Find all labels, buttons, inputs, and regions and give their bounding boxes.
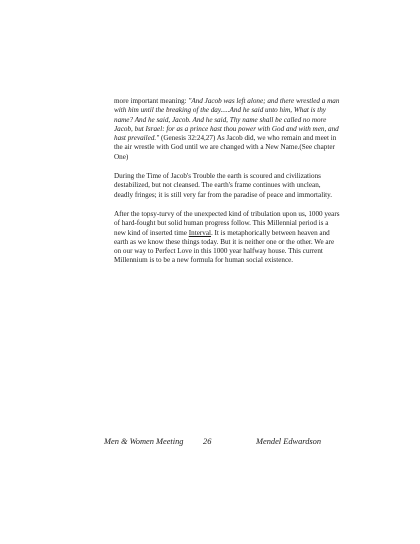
paragraph-lead: more important meaning:: [114, 97, 189, 105]
footer-page-number: 26: [203, 437, 212, 446]
footer-author: Mendel Edwardson: [256, 437, 322, 446]
body-text: [114, 97, 340, 276]
footer-book-title: Men & Women Meeting: [104, 437, 184, 446]
interval-term: Interval: [188, 228, 211, 237]
paragraph-genesis-quote: [114, 97, 340, 162]
paragraph-tail: (Genesis 32:24,27) As Jacob did, we who remain and meet in the air wrestle with God until we are changed with a New Name.(See chapter One): [114, 134, 337, 161]
paragraph-millennium: [114, 210, 340, 266]
paragraph-time-of-trouble: During the Time of Jacob's Trouble the earth is scoured and civilizations destabilized, but not cleansed. The earth's frame continues with unclean, deadly fringes; it is still very far from the paradise of peace and immortality.: [114, 172, 333, 199]
millennium-before: After the topsy-turvy of the unexpected kind of tribulation upon us, 1000 years of hard-fought but solid human progress follow. This Millennial period is a new kind of inserted time: [114, 209, 340, 237]
millennium-after: . It is metaphorically between heaven and earth as we know these things today. But it is neither one or the other. We are on our way to Perfect Love in this 1000 year halfway house. This current Millennium is to be a new formula for human social existence.: [114, 228, 335, 265]
genesis-quote: "And Jacob was left alone; and there wrestled a man with him until the breaking of the day.....And he said unto him, What is thy name? And he said, Jacob. And he said, Thy name shall be called no more Jacob, but Israel: for as a prince hast thou power with God and with men, and hast prevailed.": [114, 97, 340, 143]
